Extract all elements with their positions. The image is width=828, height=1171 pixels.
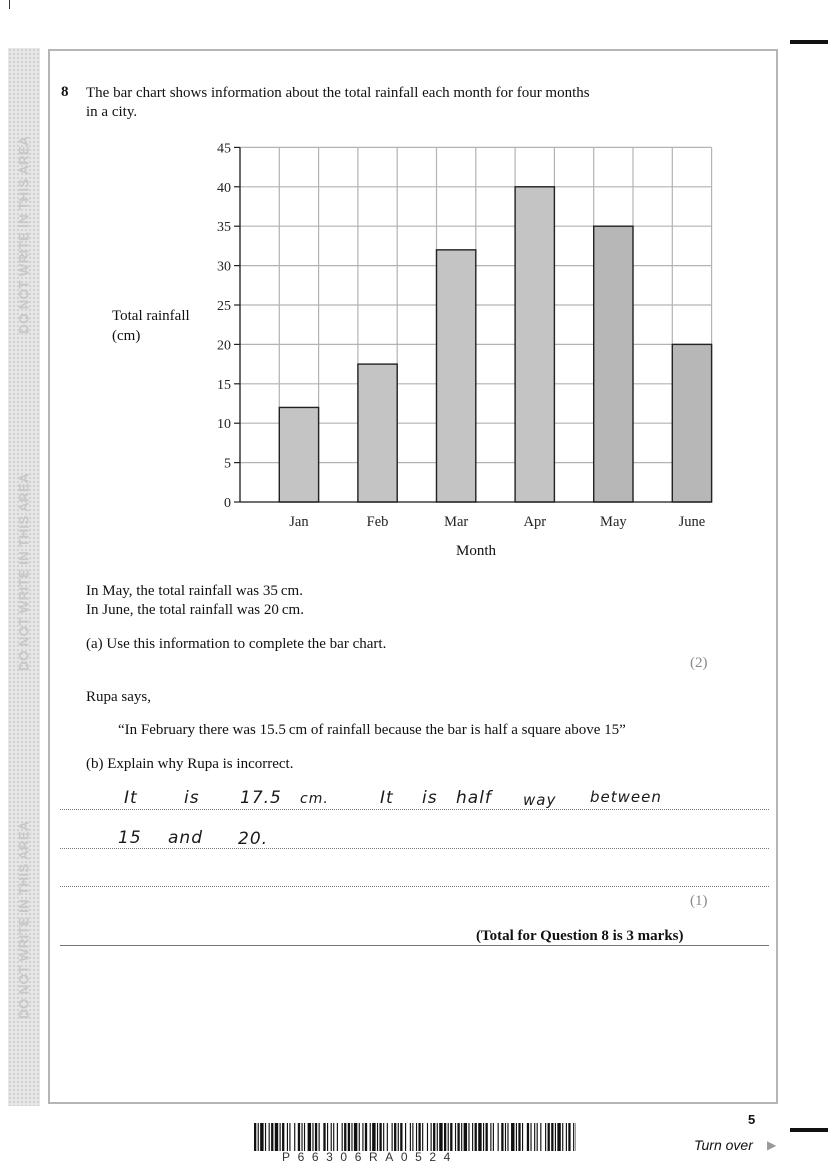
barcode-bar xyxy=(448,1123,449,1151)
barcode-bar xyxy=(331,1123,332,1151)
info-june: In June, the total rainfall was 20 cm. xyxy=(86,602,304,618)
barcode-bar xyxy=(530,1123,531,1151)
barcode-bar xyxy=(372,1123,375,1151)
barcode-bar xyxy=(418,1123,420,1151)
barcode-bar xyxy=(548,1123,550,1151)
part-a-text: (a) Use this information to complete the bar chart. xyxy=(86,636,387,652)
barcode-bar xyxy=(412,1123,413,1151)
barcode-bar xyxy=(337,1123,338,1151)
barcode-bar xyxy=(486,1123,488,1151)
bar-may xyxy=(594,226,633,502)
handwritten-word: cm. xyxy=(300,791,329,807)
barcode-bar xyxy=(522,1123,523,1151)
barcode xyxy=(254,1123,576,1151)
barcode-bar xyxy=(405,1123,406,1151)
x-tick-label: June xyxy=(678,514,706,530)
barcode-bar xyxy=(573,1123,574,1151)
rupa-quote: “In February there was 15.5 cm of rainfall because the bar is half a square above 15” xyxy=(118,722,626,738)
barcode-bar xyxy=(472,1123,473,1151)
barcode-bar xyxy=(362,1123,363,1151)
barcode-bar xyxy=(344,1123,346,1151)
page-number: 5 xyxy=(748,1112,756,1127)
answer-line xyxy=(60,848,769,849)
part-a-marks: (2) xyxy=(690,655,708,671)
barcode-bar xyxy=(475,1123,477,1151)
barcode-bar xyxy=(394,1123,396,1151)
handwritten-word: half xyxy=(456,788,492,808)
barcode-bar xyxy=(483,1123,484,1151)
barcode-bar xyxy=(416,1123,417,1151)
y-tick-label: 15 xyxy=(217,377,231,393)
barcode-bar xyxy=(327,1123,328,1151)
barcode-bar xyxy=(398,1123,399,1151)
question-line: The bar chart shows information about the total rainfall each month for four months xyxy=(86,85,590,101)
y-axis-label-line: Total rainfall xyxy=(112,308,190,324)
barcode-bar xyxy=(422,1123,423,1151)
barcode-bar xyxy=(568,1123,570,1151)
barcode-bar xyxy=(287,1123,288,1151)
barcode-bar xyxy=(431,1123,432,1151)
handwritten-word: is xyxy=(184,788,200,808)
barcode-bar xyxy=(457,1123,459,1151)
y-tick-label: 0 xyxy=(224,496,231,511)
rainfall-bar-chart xyxy=(200,130,730,530)
bar-mar xyxy=(437,250,476,502)
barcode-bar xyxy=(301,1123,302,1151)
x-tick-label: Jan xyxy=(289,514,309,530)
barcode-bar xyxy=(498,1123,499,1151)
barcode-bar xyxy=(275,1123,278,1151)
handwritten-word: between xyxy=(590,788,662,806)
handwritten-word: 15 xyxy=(118,828,142,848)
barcode-bar xyxy=(518,1123,520,1151)
handwritten-word: 20. xyxy=(238,829,269,849)
barcode-bar xyxy=(534,1123,535,1151)
handwritten-word: It xyxy=(380,788,394,808)
barcode-bar xyxy=(294,1123,295,1151)
barcode-bar xyxy=(501,1123,503,1151)
barcode-bar xyxy=(319,1123,320,1151)
y-axis-label xyxy=(112,306,190,346)
barcode-bar xyxy=(555,1123,556,1151)
barcode-bar xyxy=(461,1123,462,1151)
barcode-bar xyxy=(400,1123,402,1151)
do-not-write-label: DO NOT WRITE IN THIS AREA xyxy=(16,821,32,1019)
barcode-bar xyxy=(304,1123,305,1151)
barcode-bar xyxy=(298,1123,300,1151)
barcode-bar xyxy=(282,1123,284,1151)
registration-mark xyxy=(790,1128,828,1132)
info-may: In May, the total rainfall was 35 cm. xyxy=(86,583,303,599)
barcode-bar xyxy=(359,1123,360,1151)
barcode-bar xyxy=(265,1123,266,1151)
barcode-bar xyxy=(379,1123,381,1151)
barcode-bar xyxy=(333,1123,334,1151)
barcode-bar xyxy=(562,1123,563,1151)
barcode-bar xyxy=(557,1123,560,1151)
x-tick-label: May xyxy=(600,514,627,530)
do-not-write-label: DO NOT WRITE IN THIS AREA xyxy=(16,473,32,671)
barcode-bar xyxy=(551,1123,553,1151)
handwritten-word: way xyxy=(523,791,557,809)
barcode-bar xyxy=(437,1123,438,1151)
barcode-bar xyxy=(439,1123,442,1151)
y-tick-label: 20 xyxy=(217,338,231,354)
bar-jan xyxy=(279,407,318,502)
barcode-bar xyxy=(351,1123,352,1151)
barcode-bar xyxy=(537,1123,538,1151)
barcode-bar xyxy=(280,1123,281,1151)
barcode-bar xyxy=(365,1123,367,1151)
barcode-text: P66306RA0524 xyxy=(282,1150,458,1164)
barcode-bar xyxy=(490,1123,491,1151)
y-tick-label: 5 xyxy=(224,456,231,472)
barcode-bar xyxy=(383,1123,384,1151)
rupa-intro: Rupa says, xyxy=(86,689,151,705)
barcode-bar xyxy=(377,1123,378,1151)
barcode-bar xyxy=(516,1123,517,1151)
barcode-bar xyxy=(387,1123,388,1151)
barcode-bar xyxy=(392,1123,393,1151)
barcode-bar xyxy=(254,1123,256,1151)
barcode-bar xyxy=(348,1123,350,1151)
y-tick-label: 40 xyxy=(217,180,231,196)
barcode-bar xyxy=(566,1123,567,1151)
barcode-bar xyxy=(527,1123,529,1151)
y-tick-label: 30 xyxy=(217,259,231,275)
question-total: (Total for Question 8 is 3 marks) xyxy=(476,928,684,944)
handwritten-word: It xyxy=(124,788,138,808)
barcode-bar xyxy=(370,1123,371,1151)
part-b-marks: (1) xyxy=(690,893,708,909)
barcode-bar xyxy=(427,1123,428,1151)
turn-over-arrow-icon: ▶ xyxy=(767,1138,777,1152)
question-line: in a city. xyxy=(86,104,138,120)
bar-june xyxy=(672,344,711,502)
corner-mark xyxy=(0,0,10,9)
x-tick-label: Mar xyxy=(444,514,469,530)
answer-line xyxy=(60,809,769,810)
y-tick-label: 45 xyxy=(217,141,231,157)
registration-mark xyxy=(790,40,828,44)
barcode-bar xyxy=(260,1123,263,1151)
barcode-bar xyxy=(342,1123,343,1151)
barcode-bar xyxy=(315,1123,317,1151)
barcode-bar xyxy=(540,1123,541,1151)
barcode-bar xyxy=(433,1123,435,1151)
barcode-bar xyxy=(444,1123,446,1151)
barcode-bar xyxy=(478,1123,481,1151)
y-tick-label: 35 xyxy=(217,220,231,236)
barcode-bar xyxy=(354,1123,357,1151)
answer-line xyxy=(60,886,769,887)
bar-apr xyxy=(515,187,554,502)
y-axis-label-line: (cm) xyxy=(112,328,141,344)
barcode-bar xyxy=(308,1123,311,1151)
barcode-bar xyxy=(468,1123,469,1151)
barcode-bar xyxy=(289,1123,290,1151)
barcode-bar xyxy=(258,1123,259,1151)
total-rule xyxy=(60,945,769,946)
barcode-bar xyxy=(323,1123,325,1151)
barcode-bar xyxy=(410,1123,411,1151)
barcode-bar xyxy=(269,1123,270,1151)
barcode-bar xyxy=(505,1123,506,1151)
question-text xyxy=(86,84,686,122)
x-tick-label: Apr xyxy=(523,514,547,530)
barcode-bar xyxy=(271,1123,273,1151)
bar-feb xyxy=(358,364,397,502)
x-axis-label: Month xyxy=(456,543,497,559)
question-number: 8 xyxy=(61,84,69,100)
handwritten-word: is xyxy=(422,788,438,808)
handwritten-word: 17.5 xyxy=(240,788,282,808)
barcode-bar xyxy=(545,1123,546,1151)
x-tick-label: Feb xyxy=(366,514,389,530)
barcode-bar xyxy=(511,1123,514,1151)
barcode-bar xyxy=(507,1123,508,1151)
turn-over-label: Turn over xyxy=(694,1137,753,1153)
barcode-bar xyxy=(455,1123,456,1151)
y-tick-label: 10 xyxy=(217,417,231,433)
handwritten-word: and xyxy=(168,828,203,848)
barcode-bar xyxy=(312,1123,313,1151)
barcode-bar xyxy=(464,1123,467,1151)
barcode-bar xyxy=(450,1123,452,1151)
barcode-bar xyxy=(493,1123,494,1151)
do-not-write-label: DO NOT WRITE IN THIS AREA xyxy=(16,136,32,334)
part-b-text: (b) Explain why Rupa is incorrect. xyxy=(86,756,294,772)
y-tick-label: 25 xyxy=(217,299,231,314)
